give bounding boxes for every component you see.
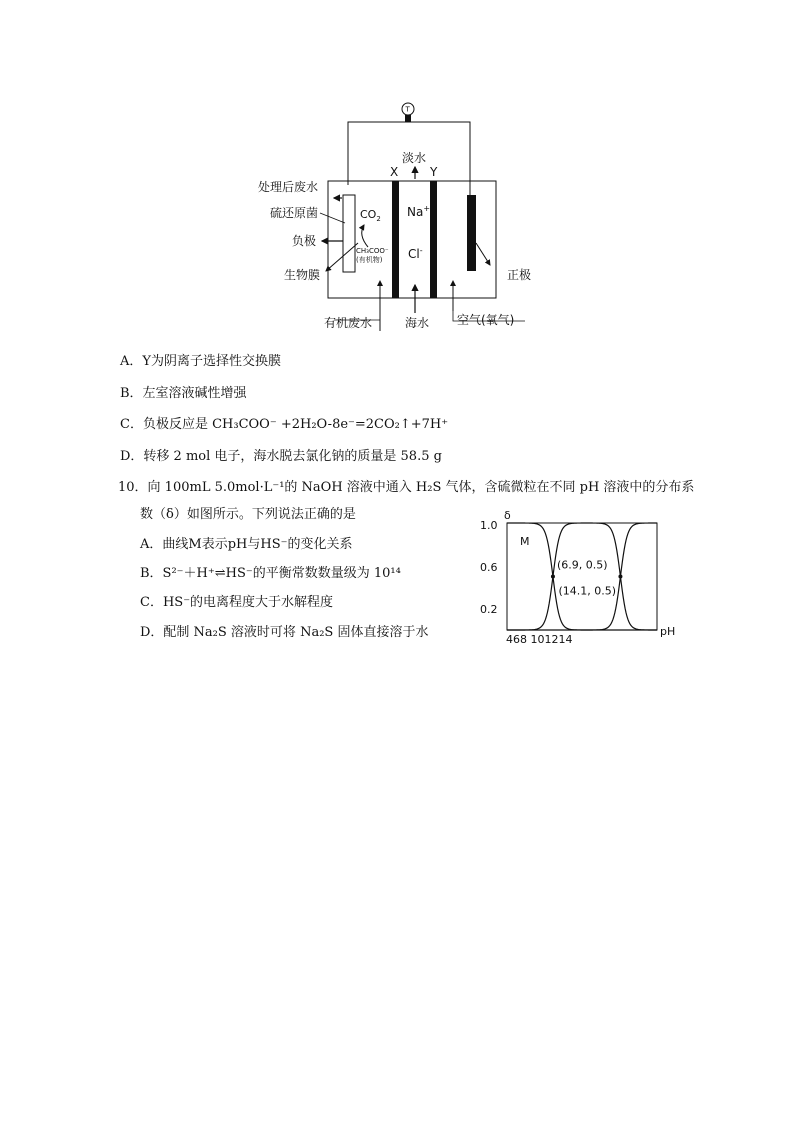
option-c-q9: C．负极反应是 CH₃COO⁻ +2H₂O-8e⁻=2CO₂↑+7H⁺ bbox=[120, 417, 449, 432]
y-axis-label: δ bbox=[504, 509, 511, 522]
membrane-y bbox=[430, 181, 437, 298]
point-marker-2 bbox=[618, 575, 622, 579]
q10-stem-line1: 10．向 100mL 5.0mol·L⁻¹的 NaOH 溶液中通入 H₂S 气体，含硫微粒在不同 pH 溶液中的分布系 bbox=[118, 480, 695, 495]
y-label: Y bbox=[430, 165, 438, 179]
bulb-icon bbox=[402, 103, 414, 122]
option-c-q10: C．HS⁻的电离程度大于水解程度 bbox=[140, 595, 334, 610]
option-a-q9: A．Y为阴离子选择性交换膜 bbox=[120, 354, 281, 369]
curve-m bbox=[507, 523, 657, 630]
svg-text:CH₃COO⁻: CH₃COO⁻ bbox=[356, 247, 389, 255]
air-label: 空气(氧气) bbox=[457, 313, 515, 327]
fresh-water-label: 淡水 bbox=[402, 151, 427, 165]
negative-electrode bbox=[343, 195, 355, 272]
y-tick-3: 0.2 bbox=[480, 603, 498, 616]
x-tick-labels: 468 101214 bbox=[506, 633, 573, 646]
svg-text:Na+: Na+ bbox=[407, 204, 431, 219]
biofilm-label: 生物膜 bbox=[284, 268, 321, 282]
point-label-2: (14.1, 0.5) bbox=[558, 584, 616, 598]
curves bbox=[507, 523, 657, 630]
organic-wastewater-label: 有机废水 bbox=[324, 316, 373, 330]
x-axis-label: pH bbox=[660, 625, 676, 638]
curve-hs bbox=[507, 523, 657, 630]
y-tick-2: 0.6 bbox=[480, 561, 498, 574]
svg-text:T: T bbox=[405, 105, 410, 114]
svg-text:CO2: $CO_2$ bbox=[360, 208, 381, 223]
q10-stem-line2: 数（δ）如图所示。下列说法正确的是 bbox=[140, 507, 356, 522]
electrodialysis-diagram bbox=[250, 95, 550, 335]
point-marker-1 bbox=[551, 575, 555, 579]
treated-water-label: 处理后废水 bbox=[258, 180, 319, 194]
option-d-q10: D．配制 Na₂S 溶液时可将 Na₂S 固体直接溶于水 bbox=[140, 625, 429, 640]
negative-label: 负极 bbox=[292, 234, 317, 248]
option-a-q10: A．曲线M表示pH与HS⁻的变化关系 bbox=[140, 537, 353, 552]
distribution-chart bbox=[470, 505, 685, 650]
plot-frame bbox=[507, 523, 657, 630]
curve-s2 bbox=[507, 523, 657, 630]
positive-electrode bbox=[467, 195, 476, 271]
y-tick-1: 1.0 bbox=[480, 519, 498, 532]
option-d-q9: D．转移 2 mol 电子，海水脱去氯化钠的质量是 58.5 g bbox=[120, 449, 442, 464]
svg-text:Cl-: Cl- bbox=[408, 246, 423, 261]
membrane-x bbox=[392, 181, 399, 298]
x-label: X bbox=[390, 165, 399, 179]
bacteria-label: 硫还原菌 bbox=[270, 206, 319, 220]
seawater-label: 海水 bbox=[405, 316, 430, 330]
option-b-q9: B．左室溶液碱性增强 bbox=[120, 386, 247, 401]
positive-label: 正极 bbox=[507, 268, 532, 282]
option-b-q10: B．S²⁻＋H⁺⇌HS⁻的平衡常数数量级为 10¹⁴ bbox=[140, 566, 401, 581]
point-label-1: (6.9, 0.5) bbox=[556, 558, 608, 572]
curve-m-label: M bbox=[520, 535, 530, 548]
svg-text:(有机物): (有机物) bbox=[356, 256, 383, 264]
